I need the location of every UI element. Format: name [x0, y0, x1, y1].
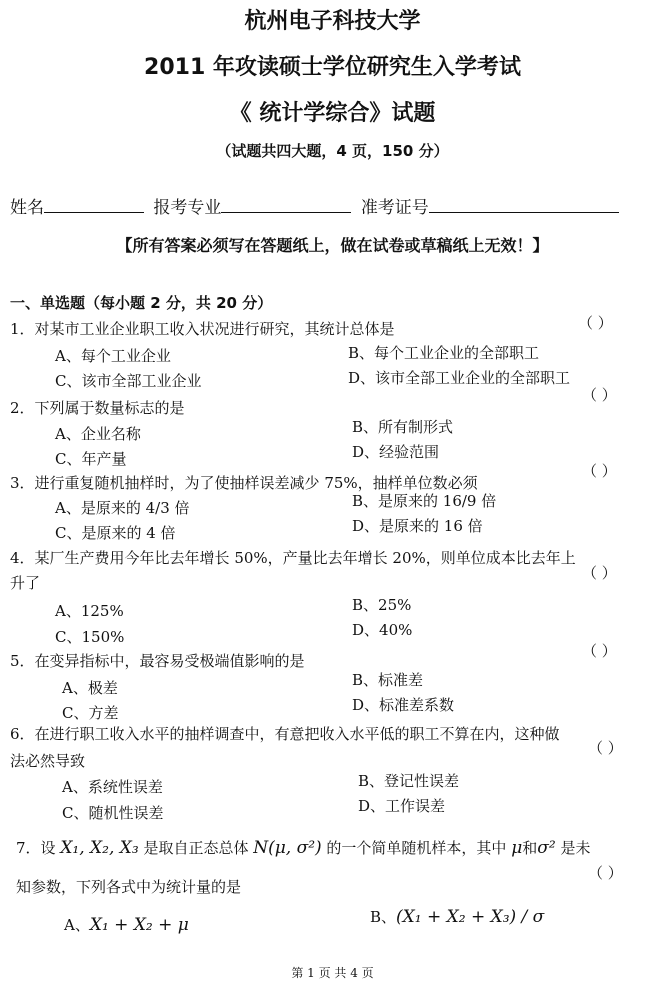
option-b: B、所有制形式 — [352, 418, 454, 436]
option-a: A、是原来的 4/3 倍 — [55, 499, 190, 517]
option-a: A、每个工业企业 — [55, 347, 171, 365]
name-label: 姓名 — [10, 198, 44, 218]
name-line[interactable] — [44, 198, 144, 213]
math-expression: σ² — [537, 838, 556, 858]
option-a: A、X₁ + X₂ + μ — [64, 915, 189, 935]
option-a: A、企业名称 — [55, 425, 141, 443]
ticket-line[interactable] — [429, 198, 619, 213]
option-d: D、是原来的 16 倍 — [352, 517, 483, 535]
option-a: A、极差 — [62, 679, 118, 697]
university-title: 杭州电子科技大学 — [244, 9, 421, 34]
answer-blank: （ ） — [588, 739, 623, 757]
option-a: A、系统性误差 — [62, 778, 163, 796]
answer-blank: （ ） — [582, 564, 617, 582]
page-footer: 第 1 页 共 4 页 — [291, 966, 374, 980]
subject-title: 《 统计学综合》试题 — [229, 101, 436, 126]
question-stem: 1．对某市工业企业职工收入状况进行研究，其统计总体是 — [10, 320, 395, 338]
answer-blank: （ ） — [578, 314, 613, 332]
exam-info: （试题共四大题，4 页，150 分） — [216, 142, 449, 160]
math-expression: X₁ + X₂ + μ — [89, 915, 189, 935]
option-c: C、是原来的 4 倍 — [55, 524, 176, 542]
option-c: C、该市全部工业企业 — [55, 372, 202, 390]
math-expression: X₁, X₂, X₃ — [60, 838, 139, 858]
option-b: B、(X₁ + X₂ + X₃) / σ — [370, 907, 545, 927]
question-stem: 4．某厂生产费用今年比去年增长 50%，产量比去年增长 20%，则单位成本比去年上 — [10, 549, 576, 567]
option-c: C、150% — [55, 628, 125, 646]
question-stem: 2．下列属于数量标志的是 — [10, 399, 185, 417]
option-b: B、登记性误差 — [358, 772, 460, 790]
option-d: D、标准差系数 — [352, 696, 455, 714]
option-a: A、125% — [55, 602, 124, 620]
question-stem-continued: 升了 — [10, 574, 41, 592]
option-d: D、经验范围 — [352, 443, 440, 461]
option-b: B、标准差 — [352, 671, 424, 689]
answer-blank: （ ） — [582, 462, 617, 480]
option-d: D、工作误差 — [358, 797, 446, 815]
major-line[interactable] — [221, 198, 351, 213]
candidate-fields — [10, 193, 619, 218]
option-c: C、方差 — [62, 704, 119, 722]
option-b: B、25% — [352, 596, 412, 614]
option-c: C、随机性误差 — [62, 804, 164, 822]
major-label: 报考专业 — [153, 198, 222, 218]
section-heading: 一、单选题（每小题 2 分，共 20 分） — [10, 294, 273, 312]
question-stem: 7．设 X₁, X₂, X₃ 是取自正态总体 N(μ, σ²) 的一个简单随机样本，其中 μ和σ² 是未 — [16, 838, 591, 858]
math-expression: μ — [511, 838, 523, 858]
option-b: B、每个工业企业的全部职工 — [348, 344, 540, 362]
math-expression: N(μ, σ²) — [253, 838, 322, 858]
answer-blank: （ ） — [588, 864, 623, 882]
answer-notice: 【所有答案必须写在答题纸上，做在试卷或草稿纸上无效！】 — [116, 236, 549, 255]
option-d: D、40% — [352, 621, 413, 639]
exam-title: 2011 年攻读硕士学位研究生入学考试 — [144, 55, 521, 80]
option-d: D、该市全部工业企业的全部职工 — [348, 369, 571, 387]
math-expression: (X₁ + X₂ + X₃) / σ — [396, 907, 545, 927]
option-b: B、是原来的 16/9 倍 — [352, 492, 497, 510]
question-stem: 3．进行重复随机抽样时，为了使抽样误差减少 75%，抽样单位数必须 — [10, 474, 478, 492]
question-stem: 5．在变异指标中，最容易受极端值影响的是 — [10, 652, 305, 670]
answer-blank: （ ） — [582, 386, 617, 404]
question-stem: 6．在进行职工收入水平的抽样调查中，有意把收入水平低的职工不算在内，这种做 — [10, 725, 560, 743]
question-stem-continued: 知参数，下列各式中为统计量的是 — [16, 878, 242, 896]
answer-blank: （ ） — [582, 642, 617, 660]
question-stem-continued: 法必然导致 — [10, 752, 86, 770]
ticket-label: 准考证号 — [360, 198, 429, 218]
option-c: C、年产量 — [55, 450, 127, 468]
